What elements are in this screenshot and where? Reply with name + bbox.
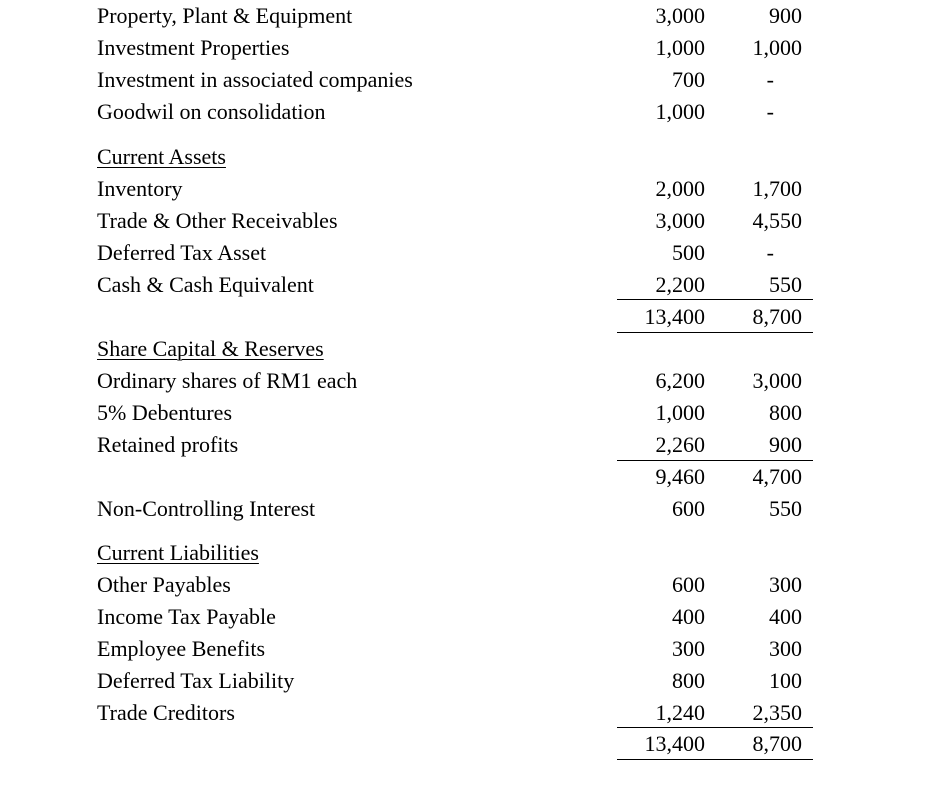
- assets-total-top-rule: [617, 299, 813, 300]
- current-liabilities-heading: Current Liabilities: [97, 540, 259, 565]
- col2-value: -: [766, 99, 774, 124]
- col1-value: 2,200: [655, 272, 705, 297]
- investment-associates-row: [0, 64, 940, 96]
- total-col1-value: 13,400: [644, 304, 705, 329]
- total-col2-value: 8,700: [752, 731, 802, 756]
- assets-total-row: [0, 301, 940, 333]
- col1-value: 1,000: [655, 99, 705, 124]
- retained-profits-row: [0, 429, 940, 461]
- subtotal-col1-value: 9,460: [655, 464, 705, 489]
- employee-benefits-row: [0, 633, 940, 665]
- col2-value: 800: [769, 400, 802, 425]
- liabilities-total-bottom-rule: [617, 759, 813, 760]
- income-tax-payable-row: [0, 601, 940, 633]
- col1-value: 1,000: [655, 400, 705, 425]
- col1-value: 6,200: [655, 368, 705, 393]
- row-label: Trade Creditors: [97, 700, 235, 725]
- col2-value: -: [766, 67, 774, 92]
- deferred-tax-asset-row: [0, 237, 940, 269]
- col1-value: 600: [672, 572, 705, 597]
- row-label: 5% Debentures: [97, 400, 233, 425]
- col1-value: 600: [672, 496, 705, 521]
- row-label: Deferred Tax Liability: [97, 668, 295, 693]
- row-label: Cash & Cash Equivalent: [97, 272, 314, 297]
- row-label: Ordinary shares of RM1 each: [97, 368, 358, 393]
- row-label: Investment Properties: [97, 35, 290, 60]
- col1-value: 500: [672, 240, 705, 265]
- receivables-row: [0, 205, 940, 237]
- debentures-row: [0, 397, 940, 429]
- col2-value: -: [766, 240, 774, 265]
- row-label: Goodwil on consolidation: [97, 99, 326, 124]
- trade-creditors-row: [0, 697, 940, 729]
- share-capital-heading: Share Capital & Reserves: [97, 336, 324, 361]
- row-label: Employee Benefits: [97, 636, 266, 661]
- row-label: Income Tax Payable: [97, 604, 276, 629]
- col1-value: 300: [672, 636, 705, 661]
- col2-value: 900: [769, 3, 802, 28]
- equity-subtotal-row: [0, 461, 940, 493]
- row-label: Non-Controlling Interest: [97, 496, 316, 521]
- col2-value: 100: [769, 668, 802, 693]
- col1-value: 1,000: [655, 35, 705, 60]
- row-label: Investment in associated companies: [97, 67, 413, 92]
- col2-value: 3,000: [752, 368, 802, 393]
- share-capital-heading-row: [0, 333, 940, 365]
- total-col2-value: 8,700: [752, 304, 802, 329]
- col2-value: 900: [769, 432, 802, 457]
- col1-value: 3,000: [655, 208, 705, 233]
- row-label: Property, Plant & Equipment: [97, 3, 353, 28]
- row-label: Inventory: [97, 176, 183, 201]
- ordinary-shares-row: [0, 365, 940, 397]
- col1-value: 800: [672, 668, 705, 693]
- total-col1-value: 13,400: [644, 731, 705, 756]
- col1-value: 700: [672, 67, 705, 92]
- inventory-row: [0, 173, 940, 205]
- col1-value: 2,260: [655, 432, 705, 457]
- row-label: Trade & Other Receivables: [97, 208, 338, 233]
- col1-value: 2,000: [655, 176, 705, 201]
- col2-value: 1,700: [752, 176, 802, 201]
- row-label: Retained profits: [97, 432, 239, 457]
- goodwill-row: [0, 96, 940, 128]
- col2-value: 4,550: [752, 208, 802, 233]
- other-payables-row: [0, 569, 940, 601]
- col2-value: 2,350: [752, 700, 802, 725]
- col2-value: 300: [769, 572, 802, 597]
- col1-value: 3,000: [655, 3, 705, 28]
- col2-value: 300: [769, 636, 802, 661]
- row-label: Other Payables: [97, 572, 231, 597]
- row-label: Deferred Tax Asset: [97, 240, 267, 265]
- current-assets-heading-row: [0, 141, 940, 173]
- subtotal-col2-value: 4,700: [752, 464, 802, 489]
- nci-row: [0, 493, 940, 525]
- col1-value: 1,240: [655, 700, 705, 725]
- col1-value: 400: [672, 604, 705, 629]
- col2-value: 1,000: [752, 35, 802, 60]
- col2-value: 550: [769, 496, 802, 521]
- investment-properties-row: [0, 32, 940, 64]
- current-liabilities-heading-row: [0, 537, 940, 569]
- liabilities-total-row: [0, 728, 940, 760]
- current-assets-heading: Current Assets: [97, 144, 226, 169]
- col2-value: 550: [769, 272, 802, 297]
- cash-row: [0, 269, 940, 301]
- deferred-tax-liability-row: [0, 665, 940, 697]
- col2-value: 400: [769, 604, 802, 629]
- ppe-row: [0, 0, 940, 32]
